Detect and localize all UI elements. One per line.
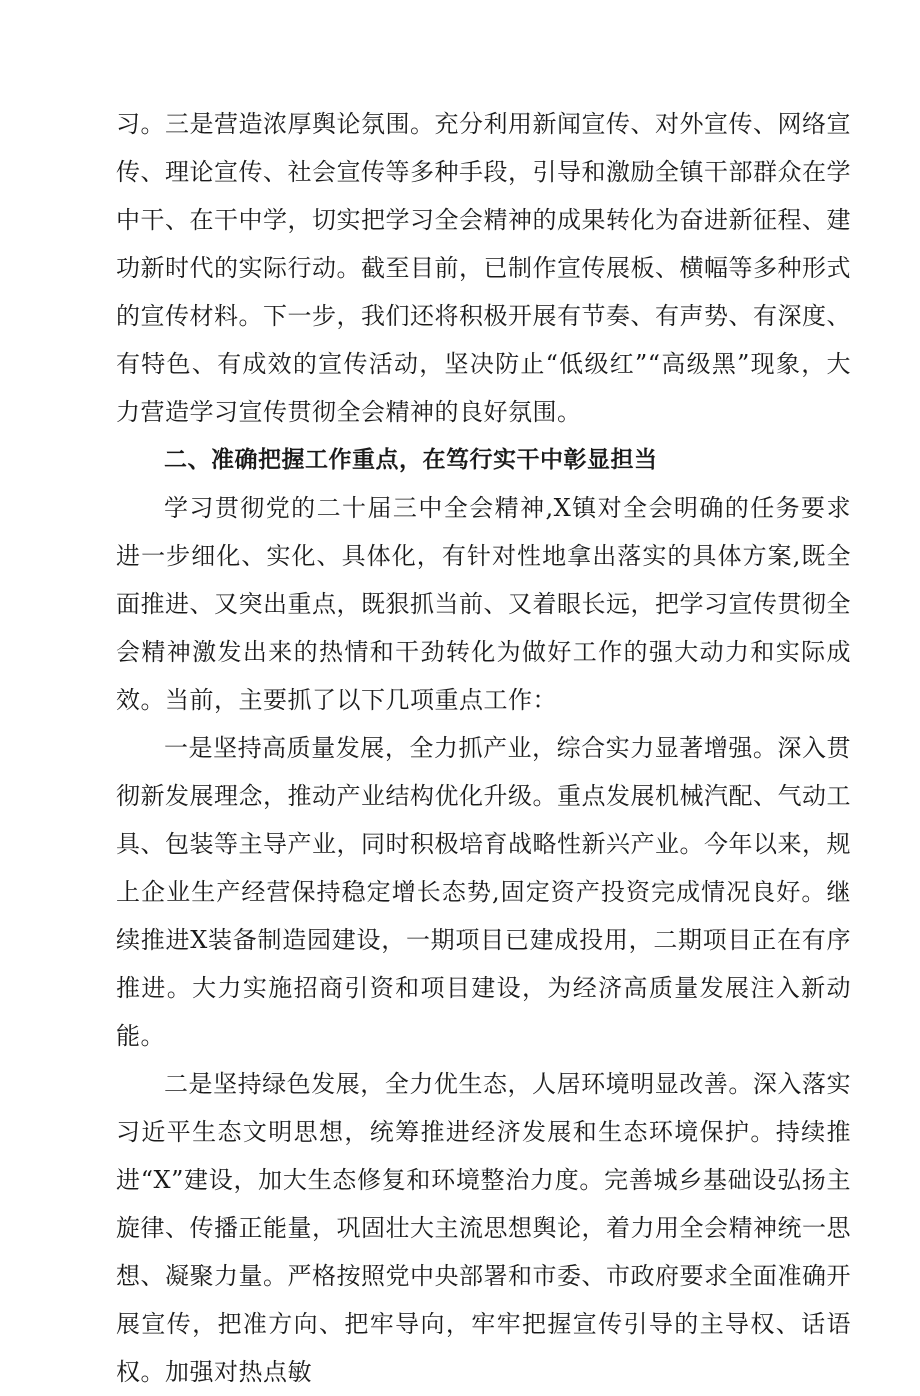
paragraph-industry-development: 一是坚持高质量发展，全力抓产业，综合实力显著增强。深入贯彻新发展理念，推动产业结构优化升级。重点发展机械汽配、气动工具、包装等主导产业，同时积极培育战略性新兴产业。今年以来，规上企业生产经营保持稳定增长态势,固定资产投资完成情况良好。继续推进X装备制造园建设，一期项目已建成投用，二期项目正在有序推进。大力实施招商引资和项目建设，为经济高质量发展注入新动能。 bbox=[116, 734, 851, 1050]
document-body bbox=[116, 100, 851, 1396]
paragraph-implementation-overview: 学习贯彻党的二十届三中全会精神,X镇对全会明确的任务要求进一步细化、实化、具体化，有针对性地拿出落实的具体方案,既全面推进、又突出重点，既狠抓当前、又着眼长远，把学习宣传贯彻全会精神激发出来的热情和干劲转化为做好工作的强大动力和实际成效。当前，主要抓了以下几项重点工作： bbox=[116, 494, 851, 714]
paragraph-green-development: 二是坚持绿色发展，全力优生态，人居环境明显改善。深入落实习近平生态文明思想，统筹推进经济发展和生态环境保护。持续推进“X”建设，加大生态修复和环境整治力度。完善城乡基础设弘扬主旋律、传播正能量，巩固壮大主流思想舆论，着力用全会精神统一思想、凝聚力量。严格按照党中央部署和市委、市政府要求全面准确开展宣传，把准方向、把牢导向，牢牢把握宣传引导的主导权、话语权。加强对热点敏 bbox=[116, 1070, 851, 1386]
paragraph-propaganda-atmosphere: 习。三是营造浓厚舆论氛围。充分利用新闻宣传、对外宣传、网络宣传、理论宣传、社会宣传等多种手段，引导和激励全镇干部群众在学中干、在干中学，切实把学习全会精神的成果转化为奋进新征程、建功新时代的实际行动。截至目前，已制作宣传展板、横幅等多种形式的宣传材料。下一步，我们还将积极开展有节奏、有声势、有深度、有特色、有成效的宣传活动，坚决防止“低级红”“高级黑”现象，大力营造学习宣传贯彻全会精神的良好氛围。 bbox=[116, 110, 851, 426]
section-heading-work-focus: 二、准确把握工作重点，在笃行实干中彰显担当 bbox=[164, 447, 658, 473]
